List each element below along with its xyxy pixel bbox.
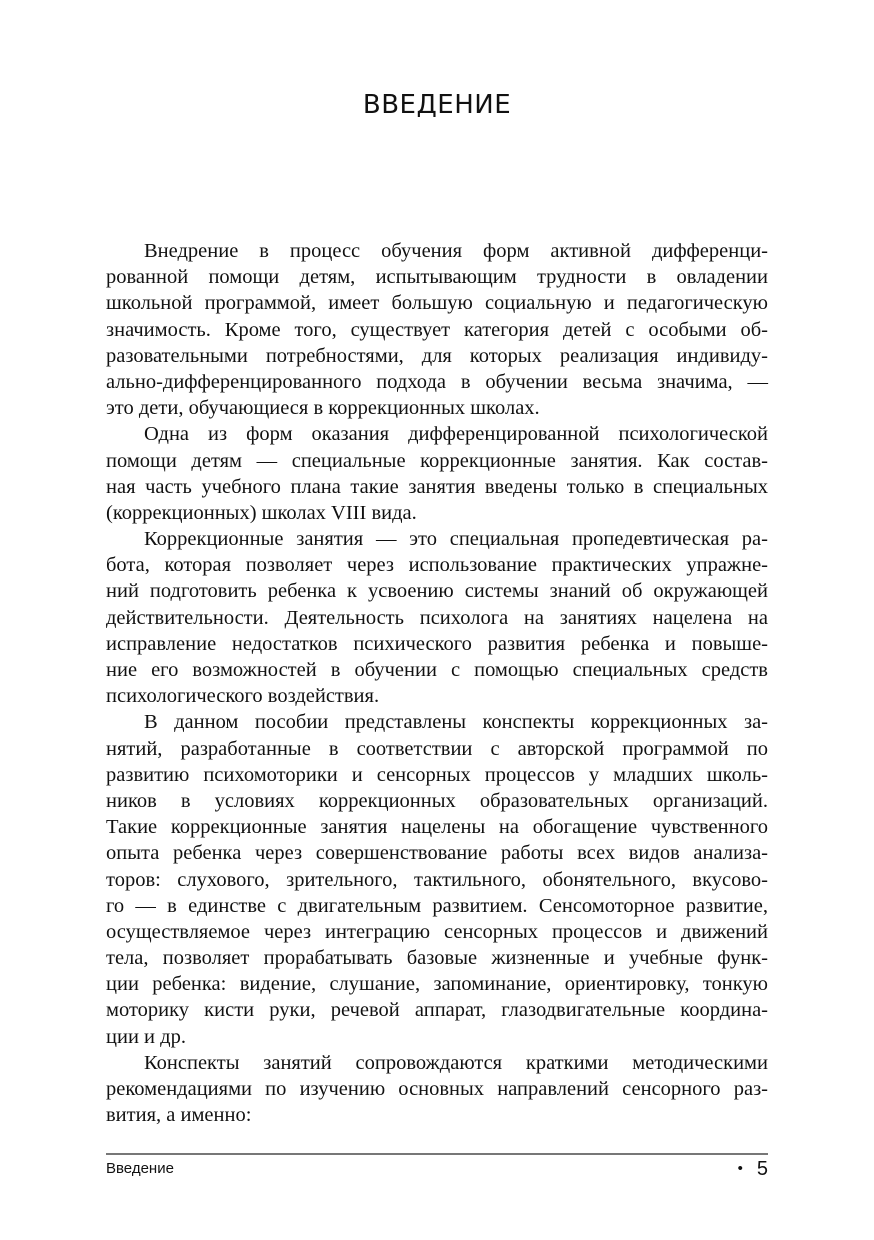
text-line: ние его возможностей в обучении с помощью специальных средств (106, 659, 768, 681)
footer-divider (106, 1153, 768, 1155)
text-line: ции и др. (106, 1025, 186, 1048)
text-line: Такие коррекционные занятия нацелены на обогащение чувственного (106, 816, 768, 839)
text-line: нятий, разработанные в соответствии с авторской программой по (106, 737, 768, 760)
text-line: это дети, обучающиеся в коррекционных школах. (106, 397, 540, 420)
text-line: Конспекты занятий сопровождаются краткими методическими (144, 1051, 768, 1074)
text-line: рекомендациями по изучению основных направлений сенсорного раз- (106, 1078, 768, 1100)
text-line: Коррекционные занятия — это специальная пропедевтическая ра- (144, 528, 768, 551)
text-line: го — в единстве с двигательным развитием. Сенсомоторное развитие, (106, 894, 768, 917)
text-line: вития, а именно: (106, 1104, 252, 1127)
text-line: осуществляемое через интеграцию сенсорных процессов и движений (106, 920, 768, 943)
text-line: развитию психомоторики и сенсорных процессов у младших школь- (106, 763, 768, 786)
text-line: помощи детям — специальные коррекционные занятия. Как состав- (106, 449, 768, 472)
text-line: школьной программой, имеет большую социальную и педагогическую (106, 292, 768, 315)
text-line: опыта ребенка через совершенствование работы всех видов анализа- (106, 842, 768, 865)
text-line: бота, которая позволяет через использование практических упражне- (106, 554, 768, 577)
text-line: психологического воздействия. (106, 685, 380, 708)
body-text (106, 238, 768, 1128)
text-line: исправление недостатков психического развития ребенка и повыше- (106, 632, 768, 655)
text-line: торов: слухового, зрительного, тактильного, обонятельного, вкусово- (106, 868, 768, 891)
text-line: значимость. Кроме того, существует категория детей с особыми об- (106, 318, 768, 341)
text-line: Одна из форм оказания дифференцированной психологической (144, 423, 768, 446)
text-line: (коррекционных) школах VIII вида. (106, 501, 417, 524)
text-line: Внедрение в процесс обучения форм активной дифференци- (144, 240, 768, 262)
text-line: ная часть учебного плана такие занятия введены только в специальных (106, 475, 768, 498)
text-line: ально-дифференцированного подхода в обучении весьма значима, — (106, 370, 768, 393)
page-title: ВВЕДЕНИЕ (362, 90, 512, 120)
text-line: моторику кисти руки, речевой аппарат, глазодвигательные координа- (106, 999, 768, 1022)
page-number-block (738, 1158, 768, 1181)
text-line: разовательными потребностями, для которых реализация индивиду- (106, 344, 768, 367)
text-line: В данном пособии представлены конспекты коррекционных за- (144, 711, 768, 734)
text-line: действительности. Деятельность психолога на занятиях нацелена на (106, 606, 768, 629)
text-line: ции ребенка: видение, слушание, запоминание, ориентировку, тонкую (106, 973, 768, 996)
running-footer-section: Введение (106, 1160, 174, 1177)
page-number: 5 (756, 1158, 768, 1180)
text-line: тела, позволяет прорабатывать базовые жизненные и учебные функ- (106, 947, 768, 970)
text-line: рованной помощи детям, испытывающим трудности в овладении (106, 266, 768, 289)
text-line: ний подготовить ребенка к усвоению системы знаний об окружающей (106, 580, 768, 603)
text-line: ников в условиях коррекционных образовательных организаций. (106, 789, 768, 812)
footer-bullet: • (737, 1160, 743, 1177)
